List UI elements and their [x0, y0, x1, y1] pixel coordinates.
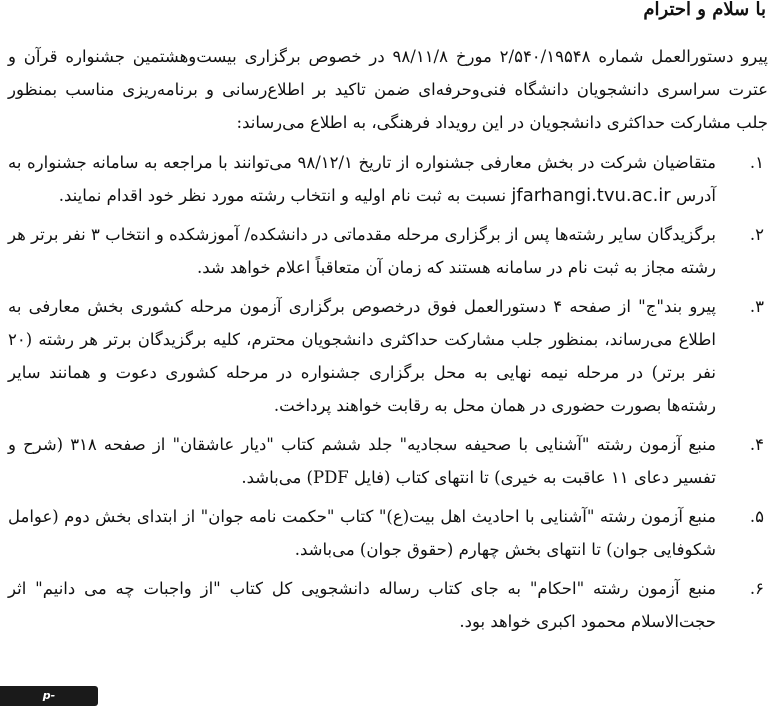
item-text-after-link: نسبت به ثبت نام اولیه و انتخاب رشته مورد نظر خود اقدام نمایند. — [58, 186, 512, 205]
item-number: ۱. — [749, 153, 764, 172]
item-text: برگزیدگان سایر رشته‌ها پس از برگزاری مرحله مقدماتی در دانشکده/ آموزشکده و انتخاب ۳ نفر برتر هر رشته مجاز به ثبت نام در سامانه هستند که زمان آن متعاقباً اعلام خواهد شد. — [8, 225, 717, 277]
list-item-6 — [8, 572, 768, 638]
festival-url-link[interactable]: jfarhangi.tvu.ac.ir — [511, 185, 671, 206]
item-number: ۵. — [749, 507, 764, 526]
item-number: ۳. — [749, 297, 764, 316]
item-text: منبع آزمون رشته "احکام" به جای کتاب رساله دانشجویی کل کتاب "از واجبات چه می دانیم" اثر حجت‌الاسلام محمود اکبری خواهد بود. — [8, 579, 716, 631]
list-item-5 — [8, 500, 768, 566]
item-text: منبع آزمون رشته "آشنایی با احادیث اهل بیت(ع)" کتاب "حکمت نامه جوان" از ابتدای بخش دوم (عوامل شکوفایی جوان) تا انتهای بخش چهارم (حقوق جوان) می‌باشد. — [8, 507, 716, 559]
list-item-2 — [8, 218, 768, 284]
item-number: ۲. — [749, 225, 764, 244]
list-item-4 — [8, 428, 768, 494]
list-item-3 — [8, 290, 768, 422]
salutation: با سلام و احترام — [643, 0, 766, 20]
item-text: پیرو بند"ج" از صفحه ۴ دستورالعمل فوق درخصوص برگزاری آزمون مرحله کشوری بخش معارفی به اطلاع می‌رساند، بمنظور جلب مشارکت حداکثری دانشجویان محترم، کلیه برگزیدگان برتر هر رشته (۲۰ نفر برتر) در مرحله نیمه نهایی به محل برگزاری جشنواره در مرحله کشوری دعوت و همانند سایر رشته‌ها بصورت حضوری در همان محل به رقابت خواهند پرداخت. — [8, 297, 716, 415]
numbered-list — [8, 146, 768, 644]
list-item-1 — [8, 146, 768, 212]
intro-paragraph: پیرو دستورالعمل شماره ۲/۵۴۰/۱۹۵۴۸ مورخ ۹۸/۱۱/۸ در خصوص برگزاری بیست‌وهشتمین جشنواره قرآن و عترت سراسری دانشجویان دانشگاه فنی‌وحرفه‌ای ضمن تاکید بر اطلاع‌رسانی و برنامه‌ریزی مناسب بمنظور جلب مشارکت حداکثری دانشجویان در این رویداد فرهنگی، به اطلاع می‌رساند: — [8, 47, 768, 132]
site-watermark-badge: p-babol.tvu.ac.ir — [0, 686, 98, 706]
item-text-before-link: متقاضیان شرکت در بخش معارفی جشنواره از تاریخ ۹۸/۱۲/۱ می‌توانند با مراجعه به سامانه جشنواره به آدرس — [8, 153, 716, 205]
item-text: منبع آزمون رشته "آشنایی با صحیفه سجادیه" جلد ششم کتاب "دیار عاشقان" از صفحه ۳۱۸ (شرح و تفسیر دعای ۱۱ عاقبت به خیری) تا انتهای کتاب (فایل PDF) می‌باشد. — [8, 435, 716, 487]
item-number: ۶. — [749, 579, 764, 598]
item-number: ۴. — [749, 435, 764, 454]
